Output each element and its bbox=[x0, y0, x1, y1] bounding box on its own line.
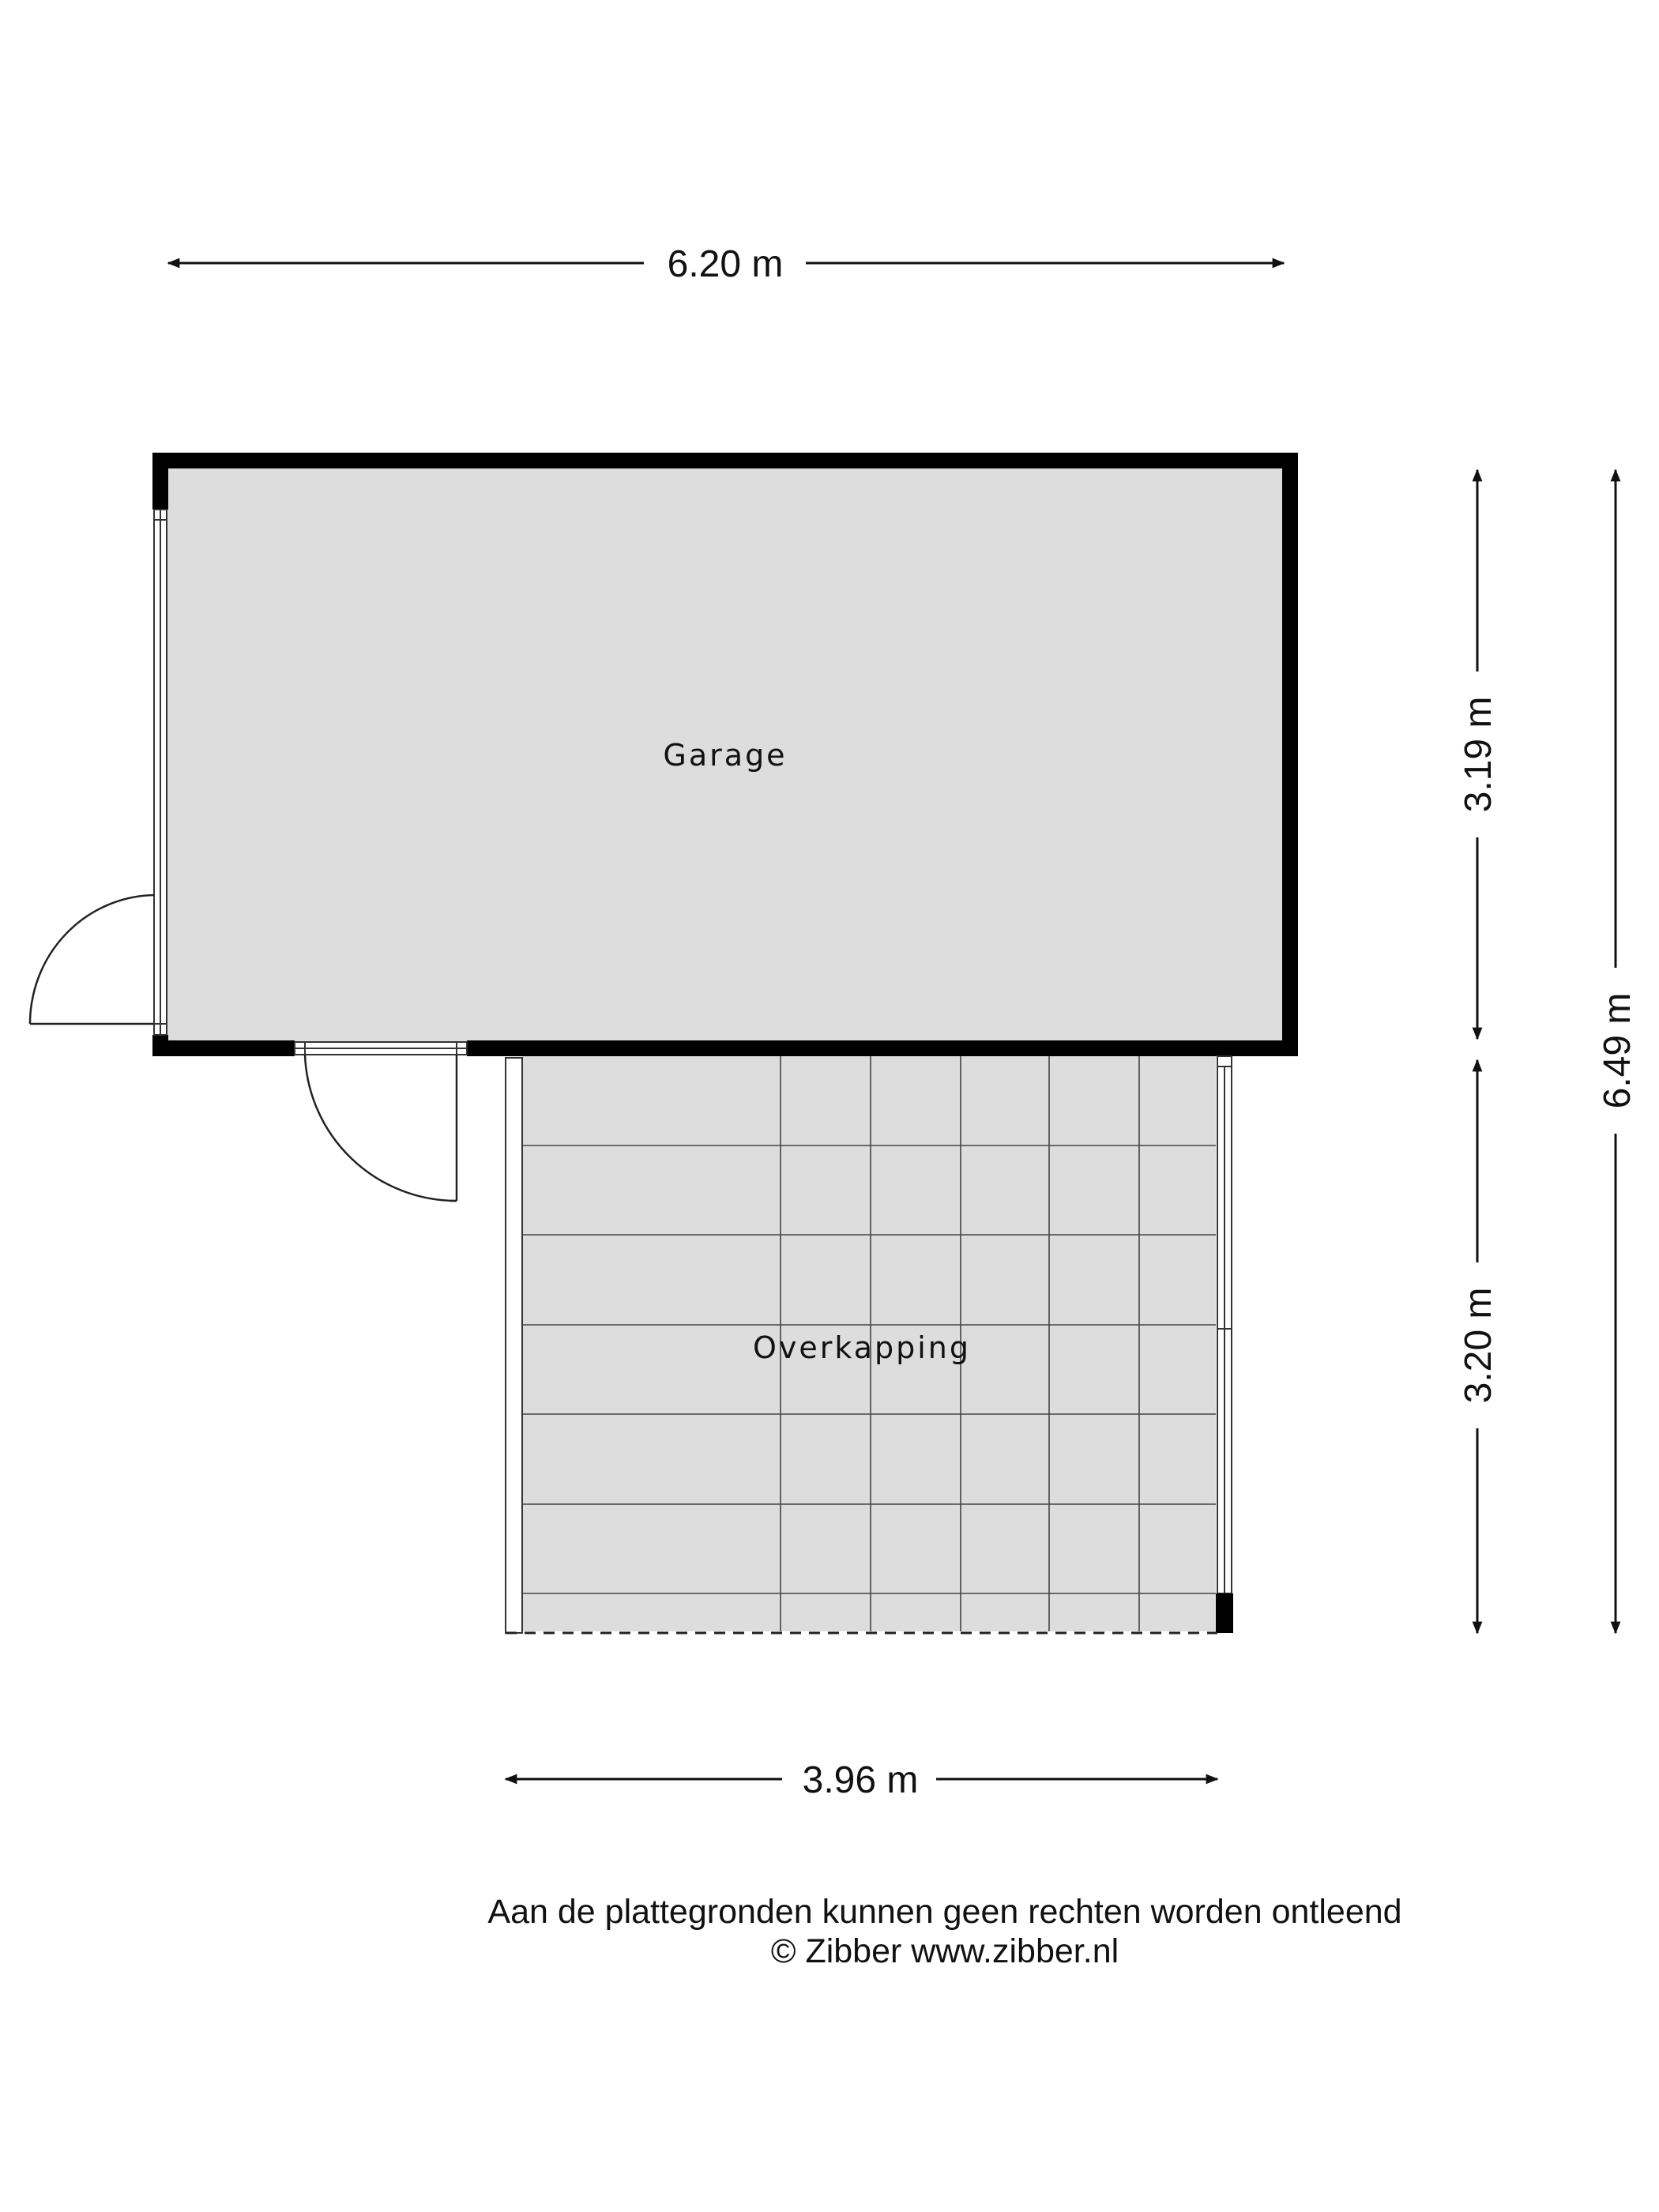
dimension-top bbox=[168, 243, 1284, 285]
footer-disclaimer: Aan de plattegronden kunnen geen rechten worden ontleend bbox=[487, 1893, 1402, 1931]
dimension-right-lower bbox=[1458, 1060, 1499, 1633]
overkapping-left-frame bbox=[506, 1058, 522, 1633]
overkapping-post bbox=[1216, 1593, 1233, 1633]
dimension-bottom-label: 3.96 m bbox=[802, 1759, 919, 1801]
door-swing-bottom bbox=[305, 1055, 457, 1201]
garage-wall-bottom-left bbox=[152, 1040, 295, 1056]
footer-copyright: © Zibber www.zibber.nl bbox=[770, 1932, 1119, 1970]
garage-wall-top bbox=[152, 453, 1298, 468]
dimension-right-lower-label: 3.20 m bbox=[1458, 1287, 1499, 1404]
dimension-right-upper-label: 3.19 m bbox=[1458, 696, 1499, 813]
garage-wall-left-top bbox=[152, 453, 168, 510]
dimension-top-label: 6.20 m bbox=[667, 243, 784, 285]
dimension-bottom bbox=[506, 1759, 1217, 1801]
dimension-right-total bbox=[1597, 470, 1638, 1633]
door-swing-left bbox=[30, 895, 154, 1024]
garage-label: Garage bbox=[663, 738, 788, 773]
dimension-right-total-label: 6.49 m bbox=[1597, 992, 1638, 1109]
overkapping-room bbox=[506, 1056, 1233, 1633]
dimension-right-upper bbox=[1458, 470, 1499, 1039]
overkapping-label: Overkapping bbox=[752, 1330, 972, 1365]
garage-wall-right bbox=[1282, 453, 1298, 1056]
garage-wall-bottom-right bbox=[467, 1040, 1298, 1056]
